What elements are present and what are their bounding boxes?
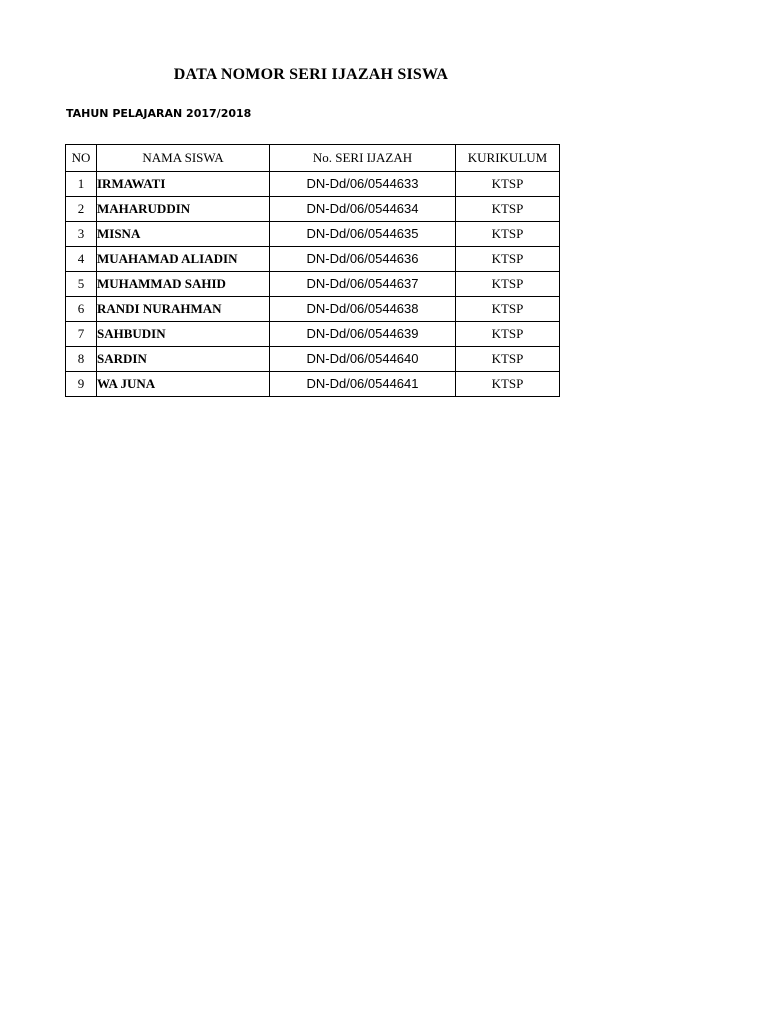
cell-no: 1	[66, 172, 97, 197]
cell-seri: DN-Dd/06/0544639	[270, 322, 456, 347]
cell-kurikulum: KTSP	[456, 372, 560, 397]
header-name: NAMA SISWA	[97, 145, 270, 172]
header-kurikulum: KURIKULUM	[456, 145, 560, 172]
cell-name: RANDI NURAHMAN	[97, 297, 270, 322]
cell-no: 8	[66, 347, 97, 372]
cell-name: WA JUNA	[97, 372, 270, 397]
page-subtitle: TAHUN PELAJARAN 2017/2018	[66, 107, 252, 120]
table-row	[66, 297, 560, 322]
cell-name: IRMAWATI	[97, 172, 270, 197]
cell-kurikulum: KTSP	[456, 172, 560, 197]
table-row	[66, 247, 560, 272]
cell-seri: DN-Dd/06/0544638	[270, 297, 456, 322]
cell-no: 5	[66, 272, 97, 297]
cell-kurikulum: KTSP	[456, 347, 560, 372]
table-row	[66, 272, 560, 297]
cell-name: MISNA	[97, 222, 270, 247]
table-row	[66, 347, 560, 372]
cell-kurikulum: KTSP	[456, 197, 560, 222]
cell-name: SARDIN	[97, 347, 270, 372]
cell-seri: DN-Dd/06/0544635	[270, 222, 456, 247]
cell-kurikulum: KTSP	[456, 247, 560, 272]
header-no: NO	[66, 145, 97, 172]
page-title: DATA NOMOR SERI IJAZAH SISWA	[173, 66, 449, 83]
table-header-row	[66, 145, 560, 172]
cell-no: 7	[66, 322, 97, 347]
table-row	[66, 197, 560, 222]
cell-seri: DN-Dd/06/0544633	[270, 172, 456, 197]
cell-kurikulum: KTSP	[456, 222, 560, 247]
cell-name: MUHAMMAD SAHID	[97, 272, 270, 297]
cell-seri: DN-Dd/06/0544637	[270, 272, 456, 297]
cell-no: 3	[66, 222, 97, 247]
cell-name: SAHBUDIN	[97, 322, 270, 347]
cell-no: 9	[66, 372, 97, 397]
cell-name: MUAHAMAD ALIADIN	[97, 247, 270, 272]
cell-seri: DN-Dd/06/0544641	[270, 372, 456, 397]
cell-kurikulum: KTSP	[456, 322, 560, 347]
cell-kurikulum: KTSP	[456, 297, 560, 322]
table-row	[66, 172, 560, 197]
cell-name: MAHARUDDIN	[97, 197, 270, 222]
cell-seri: DN-Dd/06/0544634	[270, 197, 456, 222]
header-seri: No. SERI IJAZAH	[270, 145, 456, 172]
cell-no: 2	[66, 197, 97, 222]
table-row	[66, 222, 560, 247]
cell-no: 6	[66, 297, 97, 322]
cell-kurikulum: KTSP	[456, 272, 560, 297]
student-table	[65, 144, 560, 397]
cell-seri: DN-Dd/06/0544636	[270, 247, 456, 272]
table-row	[66, 322, 560, 347]
table-row	[66, 372, 560, 397]
cell-seri: DN-Dd/06/0544640	[270, 347, 456, 372]
cell-no: 4	[66, 247, 97, 272]
